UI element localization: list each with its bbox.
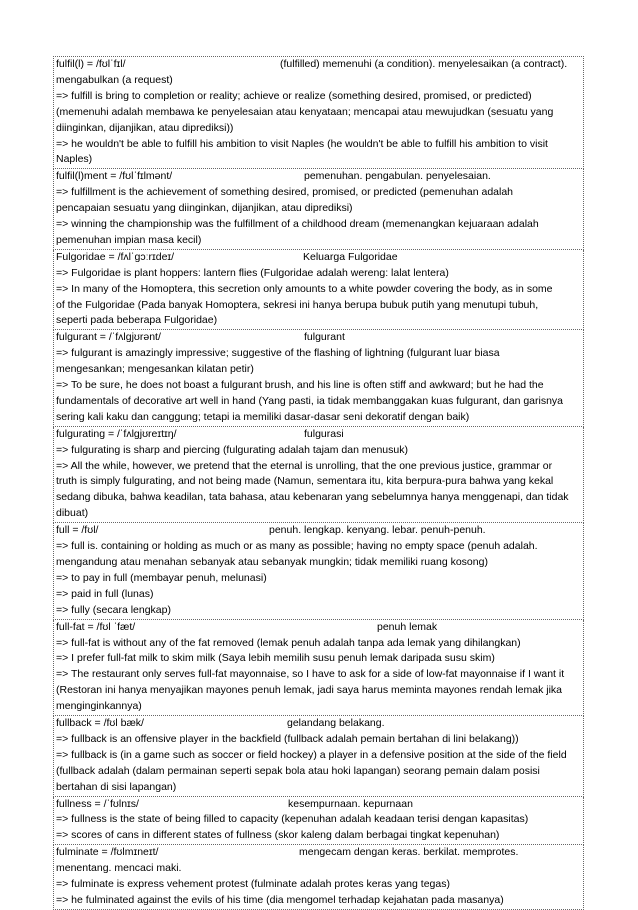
entry-text-line: (Restoran ini hanya menyajikan mayones penuh lemak, jadi saya harus meminta mayones rendah lemak jika [56, 684, 563, 697]
entry-headword-line [56, 330, 581, 346]
entry-text-line: dibuat) [56, 507, 89, 520]
entry-meaning: gelandang belakang. [287, 717, 385, 730]
entry-term: fulfil(l)ment = /fʊlˈfɪlmənt/ [56, 170, 173, 183]
entry-text-line: mengabulkan (a request) [56, 73, 173, 86]
entry-text-line: => Fulgoridae is plant hoppers: lantern flies (Fulgoridae adalah wereng: lalat lentera) [56, 266, 449, 279]
dictionary-entry [53, 620, 584, 716]
entry-text-line: => he fulminated against the evils of his time (dia mengomel terhadap kejahatan pada masanya) [56, 893, 504, 906]
dictionary-entry [53, 56, 584, 169]
entry-text-line: => fulgurant is amazingly impressive; suggestive of the flashing of lightning (fulgurant luar biasa [56, 347, 500, 360]
entry-text-line: of the Fulgoridae (Pada banyak Homoptera, sekresi ini hanya berupa bubuk putih yang menutupi tubuh, [56, 298, 539, 311]
entry-term: fulgurant = /ˈfʌlɡjʊrənt/ [56, 331, 161, 344]
entry-text-line: => fullback is an offensive player in the backfield (fullback adalah pemain bertahan di lini belakang)) [56, 732, 519, 745]
entry-text-line: => fulfill is bring to completion or reality; achieve or realize (something desired, promised, or predicted) [56, 89, 532, 102]
entry-term: fullness = /ˈfʊlnɪs/ [56, 797, 139, 810]
entry-text-line: mengandung atau menahan sebanyak atau sebanyak mungkin; tidak memiliki ruang kosong) [56, 556, 488, 568]
entry-term: full-fat = /fʊl ˈfæt/ [56, 620, 136, 633]
entry-text-line: bertahan di sisi lapangan) [56, 780, 177, 793]
dictionary-entry [53, 330, 584, 426]
entry-text-line: => scores of cans in different states of fullness (skor kaleng dalam berbagai tingkat kepenuhan) [56, 829, 500, 842]
entry-text-line: => All the while, however, we pretend that the eternal is unrolling, that the one previous justice, grammar or [56, 459, 553, 472]
entry-headword-line [56, 716, 581, 732]
entry-headword-line [56, 250, 581, 266]
entry-term: Fulgoridae = /fʌlˈɡɔːrɪdeɪ/ [56, 250, 175, 263]
entry-meaning: fulgurant [304, 331, 345, 344]
entry-text-line: => he wouldn't be able to fulfill his ambition to visit Naples (he wouldn't be able to fulfill his ambition to visit [56, 137, 548, 150]
dictionary-entry [53, 845, 584, 910]
entry-text-line: => fulgurating is sharp and piercing (fulgurating adalah tajam dan menusuk) [56, 443, 408, 456]
entry-meaning: pemenuhan. pengabulan. penyelesaian. [304, 170, 491, 183]
entry-text-line: => fullback is (in a game such as soccer or field hockey) a player in a defensive position at the side of the field [56, 748, 567, 761]
entry-term: fullback = /fʊl bæk/ [56, 717, 144, 730]
entry-term: fulgurating = /ˈfʌlɡjʊreɪtɪŋ/ [56, 427, 177, 440]
entry-text-line: (fullback adalah (dalam permainan seperti sepak bola atau hoki lapangan) seorang pemain dalam posisi [56, 764, 540, 777]
entry-text-line: fundamentals of decorative art well in hand (Yang pasti, ia tidak membanggakan kuas fulgurant, dan garisnya [56, 394, 564, 407]
entry-text-line: => fully (secara lengkap) [56, 603, 171, 616]
dictionary-entry [53, 169, 584, 250]
entry-meaning: mengecam dengan keras. berkilat. memprotes. [299, 846, 519, 859]
entry-headword-line [56, 523, 581, 539]
entry-meaning: fulgurasi [304, 427, 344, 440]
entry-text-line: pemenuhan impian masa kecil) [56, 233, 202, 246]
entry-meaning: penuh. lengkap. kenyang. lebar. penuh-penuh. [269, 524, 486, 537]
entry-text-line: => In many of the Homoptera, this secretion only amounts to a white powder covering the body, as in some [56, 282, 553, 295]
entry-meaning: Keluarga Fulgoridae [303, 250, 398, 263]
entry-text-line: mengesankan; mengesankan kilatan petir) [56, 363, 254, 376]
entry-text-line: => winning the championship was the fulfillment of a childhood dream (memenangkan kejuaraan adalah [56, 218, 539, 231]
entry-text-line: => full is. containing or holding as much or as many as possible; having no empty space (penuh adalah. [56, 540, 538, 553]
dictionary-sheet [53, 56, 584, 910]
entry-text-line: => fulfillment is the achievement of something desired, promised, or predicted (pemenuhan adalah [56, 186, 514, 199]
dictionary-entry [53, 716, 584, 797]
entry-text-line: (memenuhi adalah membawa ke penyelesaian atau kenyataan; mencapai atau mewujudkan (sesuatu yang [56, 105, 554, 118]
entry-text-line: sering kali kaku dan canggung; tetapi ia memiliki dasar-dasar seni dekoratif dengan baik) [56, 410, 470, 423]
entry-text-line: sedang dibuka, bahwa keadilan, tata bahasa, atau kebenaran yang sebelumnya hanya menggenapi, dan tidak [56, 491, 569, 504]
entry-text-line: => to pay in full (membayar penuh, melunasi) [56, 571, 267, 584]
dictionary-entry [53, 250, 584, 331]
entry-term: full = /fʊl/ [56, 524, 99, 537]
entry-text-line: truth is simply fulgurating, and not being made (Namun, sementara itu, kita berpura-pura bahwa yang kekal [56, 475, 554, 488]
entry-text-line: seperti pada beberapa Fulgoridae) [56, 314, 218, 327]
entry-text-line: => I prefer full-fat milk to skim milk (Saya lebih memilih susu penuh lemak daripada susu skim) [56, 652, 495, 665]
entry-text-line: Naples) [56, 153, 93, 166]
entry-text-line: => The restaurant only serves full-fat mayonnaise, so I have to ask for a side of low-fat mayonnaise if I want it [56, 668, 565, 681]
dictionary-entry [53, 797, 584, 846]
entry-text-line: menginginkannya) [56, 700, 142, 713]
entry-headword-line [56, 620, 581, 636]
entry-meaning: kesempurnaan. kepurnaan [288, 797, 413, 810]
entry-text-line: diinginkan, dijanjikan, atau diprediksi)) [56, 121, 234, 134]
entry-headword-line [56, 797, 581, 813]
entry-headword-line [56, 57, 581, 73]
entry-text-line: => full-fat is without any of the fat removed (lemak penuh adalah tanpa ada lemak yang dihilangkan) [56, 636, 521, 649]
entry-text-line: pencapaian sesuatu yang diinginkan, dijanjikan, atau diprediksi) [56, 202, 353, 215]
entry-term: fulfil(l) = /fʊlˈfɪl/ [56, 58, 126, 70]
dictionary-entry [53, 523, 584, 619]
entry-text-line: => fullness is the state of being filled to capacity (kepenuhan adalah keadaan terisi dengan kapasitas) [56, 813, 529, 826]
dictionary-entry [53, 427, 584, 523]
entry-text-line: => paid in full (lunas) [56, 587, 154, 600]
entry-text-line: => fulminate is express vehement protest (fulminate adalah protes keras yang tegas) [56, 878, 450, 891]
entry-headword-line [56, 845, 581, 861]
entry-headword-line [56, 427, 581, 443]
entry-text-line: menentang. mencaci maki. [56, 862, 182, 875]
entry-term: fulminate = /fʊlmɪneɪt/ [56, 846, 159, 859]
entry-headword-line [56, 169, 581, 185]
entry-meaning: (fulfilled) memenuhi (a condition). menyelesaikan (a contract). [280, 58, 568, 70]
entry-text-line: => To be sure, he does not boast a fulgurant brush, and his line is often stiff and awkward; but he had the [56, 379, 544, 392]
entry-meaning: penuh lemak [377, 620, 438, 633]
